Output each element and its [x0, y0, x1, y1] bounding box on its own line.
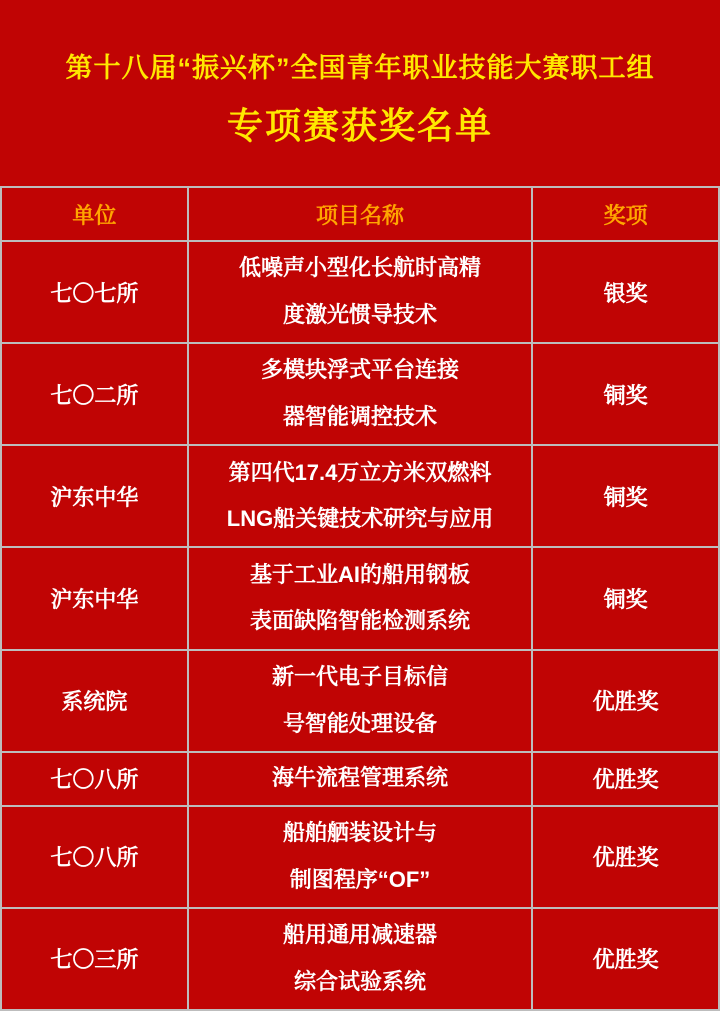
project-line: 度激光惯导技术 [282, 302, 437, 328]
table-row [1, 752, 719, 806]
project-line: 综合试验系统 [293, 968, 426, 994]
unit-cell: 七〇八所 [1, 752, 188, 806]
table-row [1, 343, 719, 445]
award-cell: 铜奖 [532, 445, 719, 547]
table-row [1, 547, 719, 649]
header-unit: 单位 [1, 187, 188, 241]
unit-cell: 沪东中华 [1, 445, 188, 547]
unit-cell: 七〇七所 [1, 241, 188, 343]
unit-cell: 七〇八所 [1, 806, 188, 908]
table-row [1, 241, 719, 343]
award-cell: 优胜奖 [532, 806, 719, 908]
project-line: 多模块浮式平台连接 [260, 357, 459, 383]
unit-cell: 系统院 [1, 650, 188, 752]
award-table [0, 186, 720, 1011]
table-header-row [1, 187, 719, 241]
project-line: 船用通用减速器 [282, 922, 437, 948]
project-cell [188, 806, 533, 908]
page-title-line1: 第十八届“振兴杯”全国青年职业技能大赛职工组 [65, 53, 655, 83]
project-line: 低噪声小型化长航时高精 [238, 255, 481, 281]
project-cell [188, 650, 533, 752]
award-cell: 铜奖 [532, 547, 719, 649]
project-line: 第四代17.4万立方米双燃料 [228, 459, 492, 485]
project-line: 表面缺陷智能检测系统 [249, 608, 470, 634]
page-title-line2: 专项赛获奖名单 [226, 105, 493, 146]
project-cell [188, 752, 533, 806]
table-row [1, 445, 719, 547]
award-cell: 优胜奖 [532, 752, 719, 806]
project-cell [188, 343, 533, 445]
project-line: 船舶舾装设计与 [282, 819, 437, 845]
project-line: 新一代电子目标信 [271, 663, 448, 689]
award-cell: 铜奖 [532, 343, 719, 445]
project-cell [188, 547, 533, 649]
project-line: 制图程序“OF” [289, 866, 431, 892]
project-cell [188, 445, 533, 547]
title-block [0, 0, 720, 186]
project-line: 器智能调控技术 [282, 404, 437, 430]
award-cell: 优胜奖 [532, 650, 719, 752]
table-row [1, 908, 719, 1010]
header-award: 奖项 [532, 187, 719, 241]
project-line: 海牛流程管理系统 [271, 765, 448, 791]
project-line: 基于工业AI的船用钢板 [249, 561, 470, 587]
unit-cell: 七〇二所 [1, 343, 188, 445]
project-line: 号智能处理设备 [282, 710, 437, 736]
project-cell [188, 241, 533, 343]
unit-cell: 七〇三所 [1, 908, 188, 1010]
project-cell [188, 908, 533, 1010]
unit-cell: 沪东中华 [1, 547, 188, 649]
award-cell: 优胜奖 [532, 908, 719, 1010]
table-row [1, 806, 719, 908]
award-cell: 银奖 [532, 241, 719, 343]
project-line: LNG船关键技术研究与应用 [226, 506, 494, 532]
table-row [1, 650, 719, 752]
header-project: 项目名称 [188, 187, 533, 241]
